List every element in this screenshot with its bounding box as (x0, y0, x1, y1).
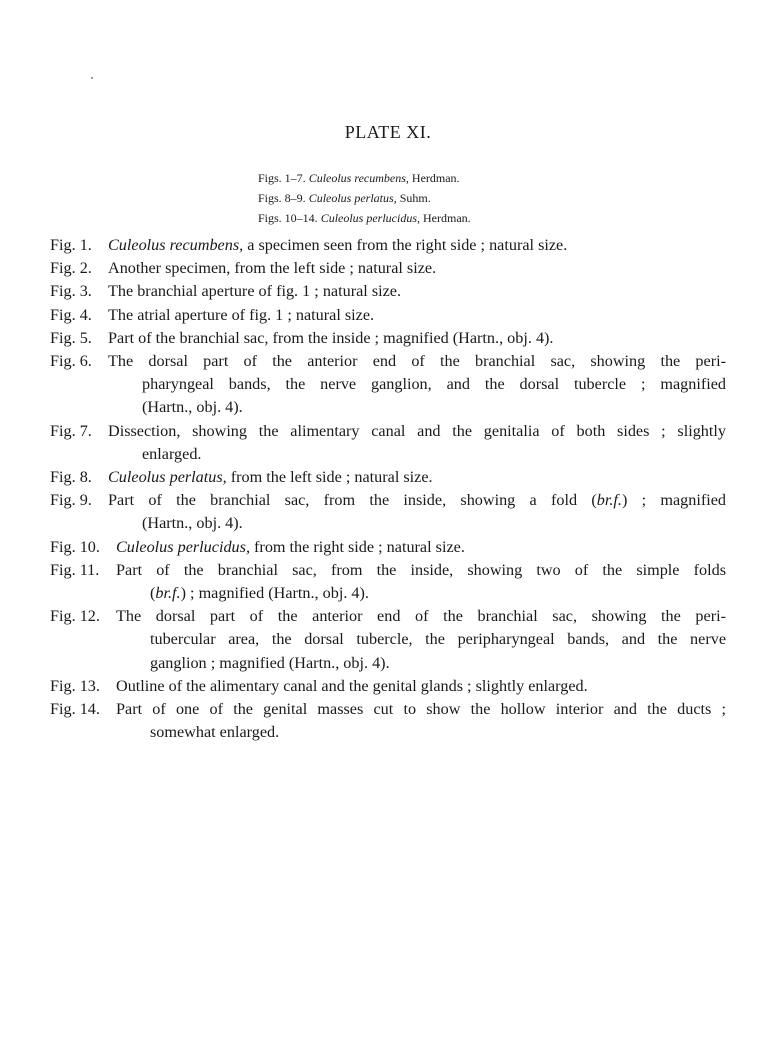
species-name: Culeolus perlatus, (108, 468, 227, 487)
caption-text: from the right side ; natural size. (250, 537, 465, 556)
figure-entry-9 (50, 489, 726, 535)
caption-line: Dissection, showing the alimentary canal and the genitalia of both sides ; slightly (108, 421, 726, 440)
figure-label: Fig. 1. (50, 236, 92, 254)
figure-label: Fig. 6. (50, 352, 92, 371)
figure-entry-2 (50, 257, 726, 280)
caption-line: somewhat enlarged. (150, 723, 280, 742)
caption-line: pharyngeal bands, the nerve ganglion, and the dorsal tubercle ; magnified (142, 375, 726, 394)
caption-line (108, 489, 726, 512)
caption-line: ganglion ; magnified (Hartn., obj. 4). (150, 653, 390, 672)
species-figs: Figs. 8–9. (258, 191, 306, 205)
figure-entry-14 (50, 698, 726, 744)
species-figs: Figs. 10–14. (258, 211, 318, 225)
figure-label: Fig. 4. (50, 305, 92, 324)
species-figs: Figs. 1–7. (258, 171, 306, 185)
species-name: Culeolus recumbens, (108, 236, 244, 254)
caption-line: (Hartn., obj. 4). (142, 514, 243, 533)
figure-caption (116, 559, 726, 605)
caption-text: Part of the branchial sac, from the inside, showing a fold ( (108, 491, 597, 510)
figure-entry-7 (50, 420, 726, 466)
species-author: Herdman. (423, 211, 471, 225)
caption-line: Part of the branchial sac, from the inside, showing two of the simple folds (116, 560, 726, 579)
caption-text: from the left side ; natural size. (226, 468, 433, 487)
caption-line: enlarged. (142, 444, 202, 463)
figure-entry-8 (50, 466, 726, 489)
plate-title: PLATE XI. (344, 122, 432, 142)
figure-legend (50, 234, 726, 744)
caption-text: a specimen seen from the right side ; natural size. (243, 236, 568, 254)
figure-label: Fig. 7. (50, 421, 92, 440)
figure-entry-12 (50, 605, 726, 675)
species-line (258, 208, 471, 228)
abbreviation: br.f. (596, 491, 622, 510)
abbreviation: br.f. (155, 584, 181, 603)
figure-label: Fig. 12. (50, 607, 100, 626)
species-author: Suhm. (399, 191, 431, 205)
figure-caption (108, 350, 726, 420)
figure-caption (108, 420, 726, 466)
figure-caption (108, 234, 726, 257)
figure-label: Fig. 3. (50, 282, 92, 301)
caption-line: (br.f.) ; magnified (Hartn., obj. 4). (150, 584, 369, 603)
figure-label: Fig. 13. (50, 676, 100, 695)
figure-label: Fig. 10. (50, 537, 100, 556)
figure-caption (116, 605, 726, 675)
figure-caption: Part of the branchial sac, from the inside ; magnified (Hartn., obj. 4). (108, 328, 554, 347)
caption-line: tubercular area, the dorsal tubercle, the peripharyngeal bands, and the nerve (150, 630, 726, 649)
figure-entry-1 (50, 234, 726, 257)
species-name: Culeolus perlatus, (308, 191, 397, 205)
figure-caption: Outline of the alimentary canal and the genital glands ; slightly enlarged. (116, 676, 588, 695)
figure-caption: Another specimen, from the left side ; natural size. (108, 259, 437, 278)
caption-line: The dorsal part of the anterior end of the branchial sac, showing the peri- (108, 352, 726, 371)
caption-line: Part of one of the genital masses cut to show the hollow interior and the ducts ; (116, 700, 726, 719)
figure-caption (116, 698, 726, 744)
caption-line: The dorsal part of the anterior end of the branchial sac, showing the peri- (116, 607, 726, 626)
figure-label: Fig. 14. (50, 700, 100, 719)
figure-entry-4 (50, 304, 726, 327)
figure-entry-10 (50, 536, 726, 559)
species-name: Culeolus perlucidus, (116, 537, 250, 556)
species-list (258, 168, 471, 228)
caption-text: ) ; magnified (Hartn., obj. 4). (180, 584, 369, 603)
caption-line: (Hartn., obj. 4). (142, 398, 243, 417)
species-name: Culeolus perlucidus, (320, 211, 421, 225)
figure-entry-6 (50, 350, 726, 420)
figure-label: Fig. 5. (50, 328, 92, 347)
figure-caption (116, 536, 726, 559)
figure-caption (108, 489, 726, 535)
figure-label: Fig. 9. (50, 491, 92, 510)
figure-caption (108, 466, 726, 489)
figure-label: Fig. 8. (50, 468, 92, 487)
species-line (258, 168, 471, 188)
figure-entry-3 (50, 280, 726, 303)
figure-entry-5 (50, 327, 726, 350)
species-line (258, 188, 471, 208)
figure-caption: The branchial aperture of fig. 1 ; natural size. (108, 282, 402, 301)
caption-text: ) ; magnified (621, 491, 726, 510)
figure-label: Fig. 2. (50, 259, 92, 278)
figure-entry-11 (50, 559, 726, 605)
figure-label: Fig. 11. (50, 560, 100, 579)
page-speck (91, 77, 93, 79)
figure-caption: The atrial aperture of fig. 1 ; natural size. (108, 305, 375, 324)
species-name: Culeolus recumbens, (308, 171, 409, 185)
species-author: Herdman. (411, 171, 460, 185)
figure-entry-13 (50, 675, 726, 698)
